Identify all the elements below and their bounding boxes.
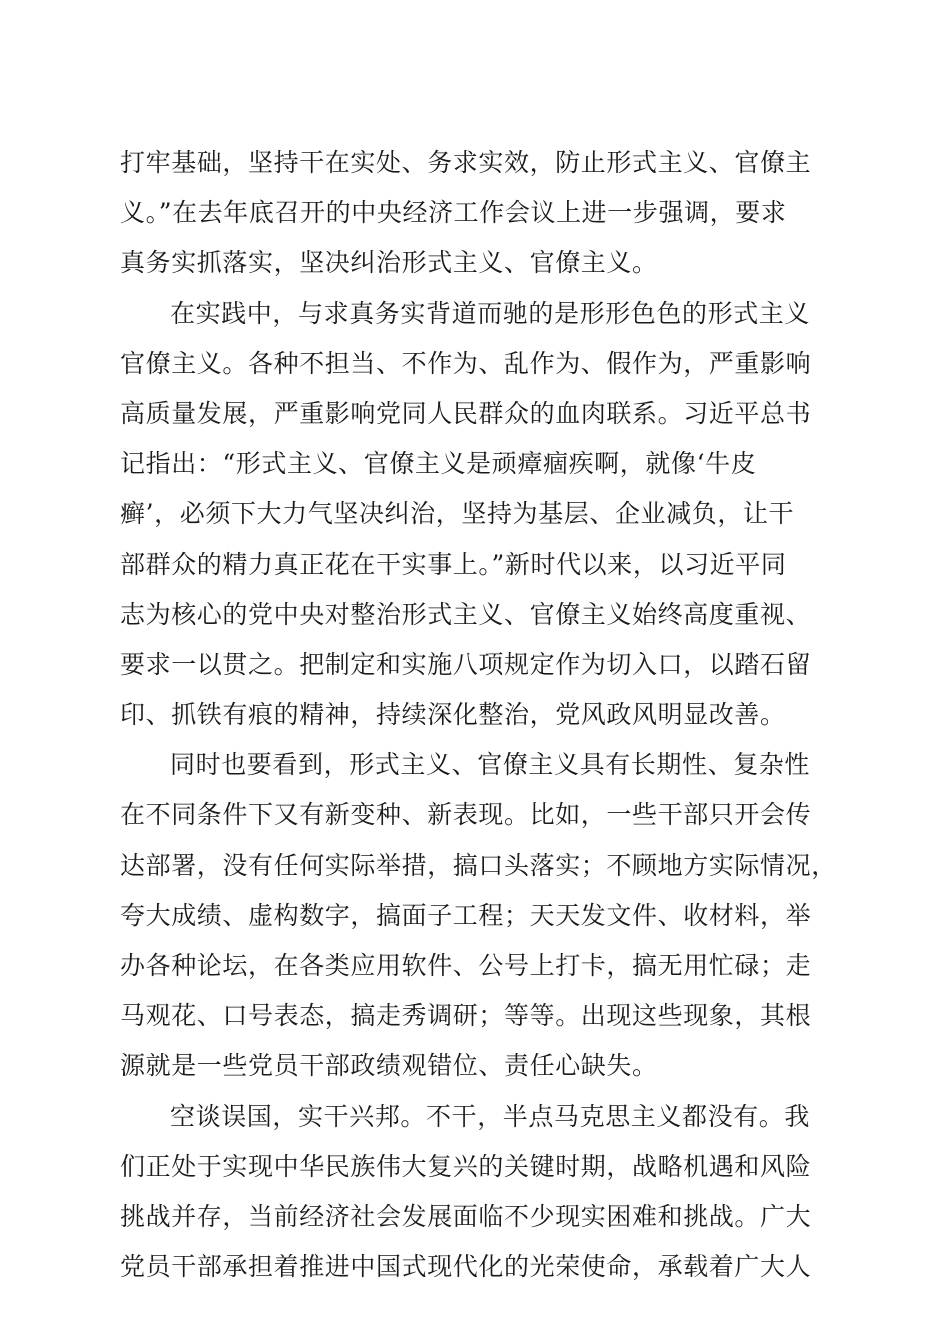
text-line: 官僚主义。各种不担当、不作为、乱作为、假作为，严重影响 — [120, 348, 812, 378]
text-line: 部群众的精力真正花在干实事上。”新时代以来，以习近平同 — [120, 549, 787, 579]
text-line: 义。”在去年底召开的中央经济工作会议上进一步强调，要求 — [120, 198, 787, 228]
text-line: 达部署，没有任何实际举措，搞口头落实；不顾地方实际情况， — [120, 850, 837, 880]
text-line: 夸大成绩、虚构数字，搞面子工程；天天发文件、收材料，举 — [120, 900, 812, 930]
text-line: 高质量发展，严重影响党同人民群众的血肉联系。习近平总书 — [120, 398, 812, 428]
text-line: 党员干部承担着推进中国式现代化的光荣使命，承载着广大人 — [120, 1252, 812, 1282]
text-line: 源就是一些党员干部政绩观错位、责任心缺失。 — [120, 1051, 658, 1081]
text-line: 真务实抓落实，坚决纠治形式主义、官僚主义。 — [120, 248, 658, 278]
paragraph-first-line: 在实践中，与求真务实背道而驰的是形形色色的形式主义 — [170, 298, 811, 328]
paragraph-first-line: 同时也要看到，形式主义、官僚主义具有长期性、复杂性 — [170, 750, 811, 780]
text-line: 在不同条件下又有新变种、新表现。比如，一些干部只开会传 — [120, 800, 812, 830]
text-line: 挑战并存，当前经济社会发展面临不少现实困难和挑战。广大 — [120, 1201, 812, 1231]
text-line: 打牢基础，坚持干在实处、务求实效，防止形式主义、官僚主 — [120, 148, 812, 177]
text-line: 记指出：“形式主义、官僚主义是顽瘴痼疾啊，就像‘牛皮 — [120, 449, 757, 479]
text-line: 志为核心的党中央对整治形式主义、官僚主义始终高度重视、 — [120, 599, 812, 629]
text-line: 印、抓铁有痕的精神，持续深化整治，党风政风明显改善。 — [120, 700, 786, 730]
text-line: 马观花、口号表态，搞走秀调研；等等。出现这些现象，其根 — [120, 1001, 812, 1031]
body-text — [120, 138, 837, 1292]
text-line: 要求一以贯之。把制定和实施八项规定作为切入口，以踏石留 — [120, 649, 812, 679]
paragraph-first-line: 空谈误国，实干兴邦。不干，半点马克思主义都没有。我 — [170, 1101, 811, 1131]
text-line: 们正处于实现中华民族伟大复兴的关键时期，战略机遇和风险 — [120, 1151, 812, 1181]
text-line: 办各种论坛，在各类应用软件、公号上打卡，搞无用忙碌；走 — [120, 951, 812, 980]
text-line: 癣’，必须下大力气坚决纠治，坚持为基层、企业减负，让干 — [120, 499, 795, 529]
